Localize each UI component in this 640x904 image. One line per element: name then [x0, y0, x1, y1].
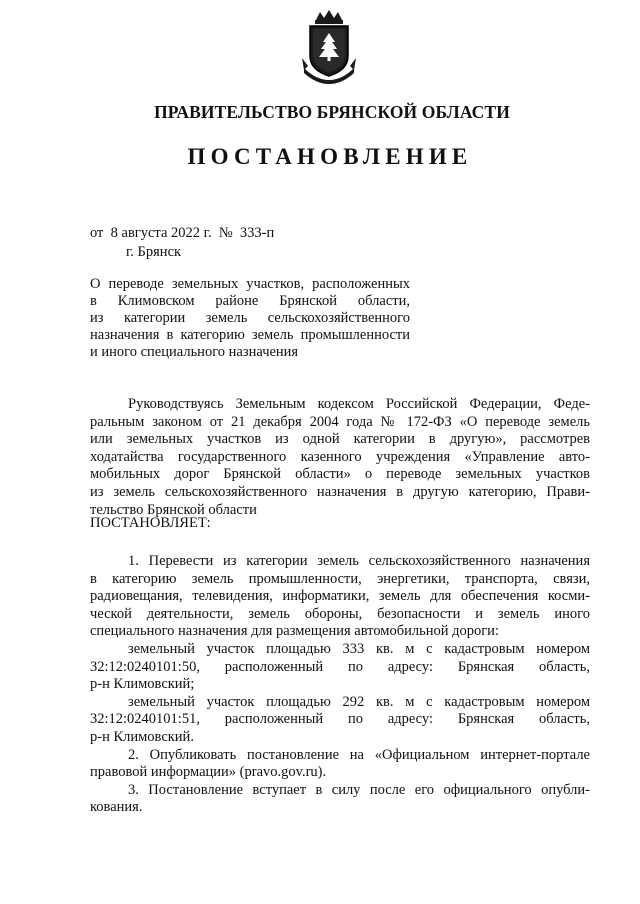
preamble-line: Руководствуясь Земельным кодексом Российской Федерации, Феде- [128, 396, 590, 412]
subject-line: О переводе земельных участков, расположенных [90, 276, 410, 292]
bryansk-coat-of-arms-icon [298, 10, 360, 84]
date-and-number: от 8 августа 2022 г. № 333-п [90, 225, 275, 241]
city: г. Брянск [126, 244, 182, 260]
preamble [90, 396, 590, 519]
subject-line: назначения в категорию земель промышленности [90, 327, 410, 343]
preamble-line: ральным законом от 21 декабря 2004 года № 172-ФЗ «О переводе земель [90, 413, 590, 430]
subject-block [90, 276, 410, 361]
item-3-line: 3. Постановление вступает в силу после его официального опубли- [128, 781, 590, 798]
subject-line: и иного специального назначения [90, 344, 299, 360]
subject-line: из категории земель сельскохозяйственного [90, 310, 410, 326]
item-1-line: в категорию земель промышленности, энергетики, транспорта, связи, [90, 570, 590, 587]
plot-2-line: р-н Климовский. [90, 728, 194, 745]
resolves-heading: ПОСТАНОВЛЯЕТ: [90, 515, 211, 531]
item-1-line: 1. Перевести из категории земель сельскохозяйственного назначения [128, 553, 590, 569]
plot-1-line: р-н Климовский; [90, 676, 195, 693]
resolution-items [90, 553, 590, 817]
plot-2-line: земельный участок площадью 292 кв. м с кадастровым номером [128, 693, 590, 710]
preamble-line: или земельных участков из одной категории в другую», рассмотрев [90, 431, 590, 448]
preamble-line: тельство Брянской области [90, 501, 257, 518]
preamble-line: ходатайства государственного казенного учреждения «Управление авто- [90, 448, 590, 465]
item-3-line: кования. [90, 799, 143, 816]
plot-1-line: земельный участок площадью 333 кв. м с кадастровым номером [128, 640, 590, 657]
preamble-line: из земель сельскохозяйственного назначения в другую категорию, Прави- [90, 483, 590, 500]
item-1-line: ческой деятельности, земель обороны, безопасности и земель иного [90, 605, 590, 622]
item-1-line: специального назначения для размещения автомобильной дороги: [90, 623, 499, 640]
document-type-title: ПОСТАНОВЛЕНИЕ [187, 144, 473, 169]
plot-2-line: 32:12:0240101:51, расположенный по адресу: Брянская область, [90, 711, 590, 728]
item-2-line: 2. Опубликовать постановление на «Официальном интернет-портале [128, 746, 590, 763]
subject-line: в Климовском районе Брянской области, [90, 293, 410, 309]
preamble-line: мобильных дорог Брянской области» о переводе земельных участков [90, 466, 590, 483]
plot-1-line: 32:12:0240101:50, расположенный по адресу: Брянская область, [90, 658, 590, 675]
item-2-line: правовой информации» (pravo.gov.ru). [90, 764, 327, 781]
item-1-line: радиовещания, телевидения, информатики, земель для обеспечения косми- [90, 588, 590, 605]
government-title: ПРАВИТЕЛЬСТВО БРЯНСКОЙ ОБЛАСТИ [154, 102, 510, 122]
